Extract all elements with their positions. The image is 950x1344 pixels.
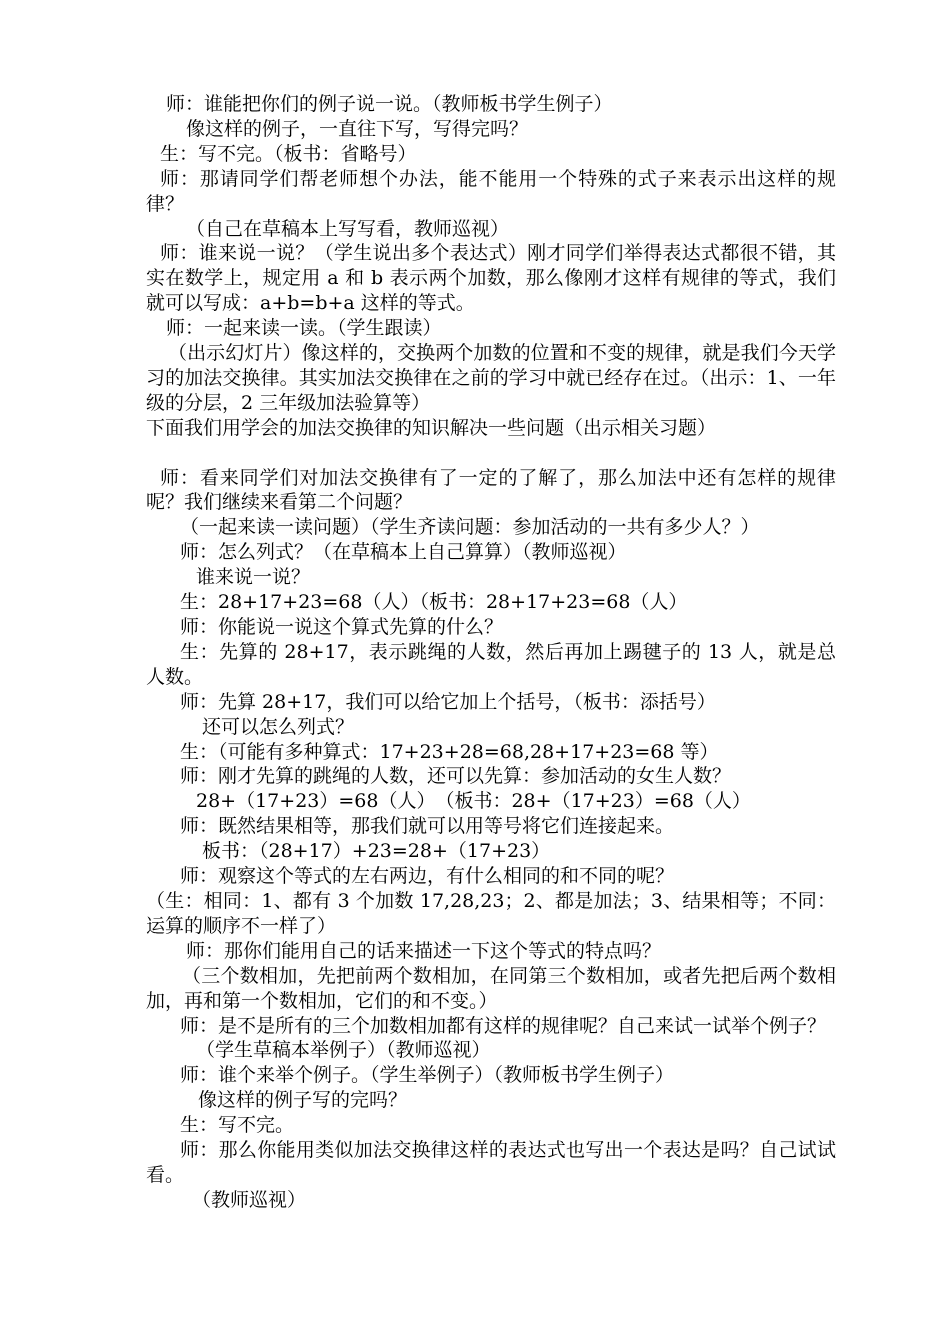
- paragraph: 师：那请同学们帮老师想个办法，能不能用一个特殊的式子来表示出这样的规律？: [146, 167, 836, 215]
- paragraph: 师：观察这个等式的左右两边，有什么相同的和不同的呢？: [180, 865, 675, 888]
- paragraph: 生：先算的 28+17，表示跳绳的人数，然后再加上踢毽子的 13 人，就是总人数。: [146, 640, 836, 688]
- paragraph: 还可以怎么列式？: [202, 715, 355, 738]
- paragraph: 师：一起来读一读。（学生跟读）: [166, 317, 442, 340]
- paragraph: 生：写不完。（板书：省略号）: [160, 142, 417, 165]
- paragraph: 师：看来同学们对加法交换律有了一定的了解了，那么加法中还有怎样的规律呢？我们继续来看第二个问题？: [146, 466, 836, 514]
- paragraph: 师：那么你能用类似加法交换律这样的表达式也写出一个表达是吗？自己试试看。: [146, 1139, 836, 1186]
- paragraph: 师：谁来说一说？（学生说出多个表达式）刚才同学们举得表达式都很不错，其实在数学上，规定用 a 和 b 表示两个加数，那么像刚才这样有规律的等式，我们就可以写成：a+b=b+a 这样的等式。: [146, 242, 836, 315]
- paragraph: 师：先算 28+17，我们可以给它加上个括号，（板书：添括号）: [180, 690, 716, 713]
- paragraph: （出示幻灯片）像这样的，交换两个加数的位置和不变的规律，就是我们今天学习的加法交换律。其实加法交换律在之前的学习中就已经存在过。（出示：1、一年级的分层，2 三年级加法验算等）: [146, 342, 836, 414]
- paragraph: （自己在草稿本上写写看，教师巡视）: [186, 217, 510, 240]
- paragraph: 板书：（28+17）+23=28+（17+23）: [202, 840, 551, 863]
- paragraph: （生：相同：1、都有 3 个加数 17,28,23；2、都是加法；3、结果相等；不同：运算的顺序不一样了）: [146, 889, 836, 937]
- paragraph: 28+（17+23）=68（人） （板书：28+（17+23）=68（人）: [196, 790, 751, 813]
- paragraph: 生：28+17+23=68（人）（板书：28+17+23=68（人）: [180, 591, 688, 614]
- paragraph: （三个数相加，先把前两个数相加，在同第三个数相加，或者先把后两个数相加，再和第一个数相加，它们的和不变。）: [146, 964, 836, 1012]
- paragraph: 下面我们用学会的加法交换律的知识解决一些问题（出示相关习题）: [146, 416, 717, 439]
- blank-line: [146, 441, 836, 466]
- paragraph: （一起来读一读问题）（学生齐读问题：参加活动的一共有多少人？）: [180, 516, 760, 539]
- paragraph: 生：写不完。: [180, 1114, 295, 1137]
- paragraph: 师：刚才先算的跳绳的人数，还可以先算：参加活动的女生人数？: [180, 765, 732, 788]
- paragraph: 师：是不是所有的三个加数相加都有这样的规律呢？自己来试一试举个例子？: [180, 1014, 827, 1037]
- paragraph: 师：那你们能用自己的话来描述一下这个等式的特点吗？: [186, 939, 662, 962]
- paragraph: 师：既然结果相等，那我们就可以用等号将它们连接起来。: [180, 815, 675, 838]
- paragraph: 师：谁个来举个例子。（学生举例子）（教师板书学生例子）: [180, 1064, 675, 1087]
- paragraph: （教师巡视）: [192, 1188, 307, 1211]
- paragraph: （学生草稿本举例子）（教师巡视）: [196, 1039, 491, 1062]
- paragraph: 像这样的例子，一直往下写，写得完吗？: [186, 117, 529, 140]
- paragraph: 师：你能说一说这个算式先算的什么？: [180, 616, 504, 639]
- paragraph: 生：（可能有多种算式：17+23+28=68,28+17+23=68 等）: [180, 740, 719, 763]
- document-body: [146, 92, 836, 1213]
- paragraph: 谁来说一说？: [196, 566, 311, 589]
- paragraph: 像这样的例子写的完吗？: [198, 1089, 408, 1112]
- paragraph: 师：谁能把你们的例子说一说。（教师板书学生例子）: [166, 93, 613, 115]
- paragraph: 师：怎么列式？（在草稿本上自己算算）（教师巡视）: [180, 541, 627, 564]
